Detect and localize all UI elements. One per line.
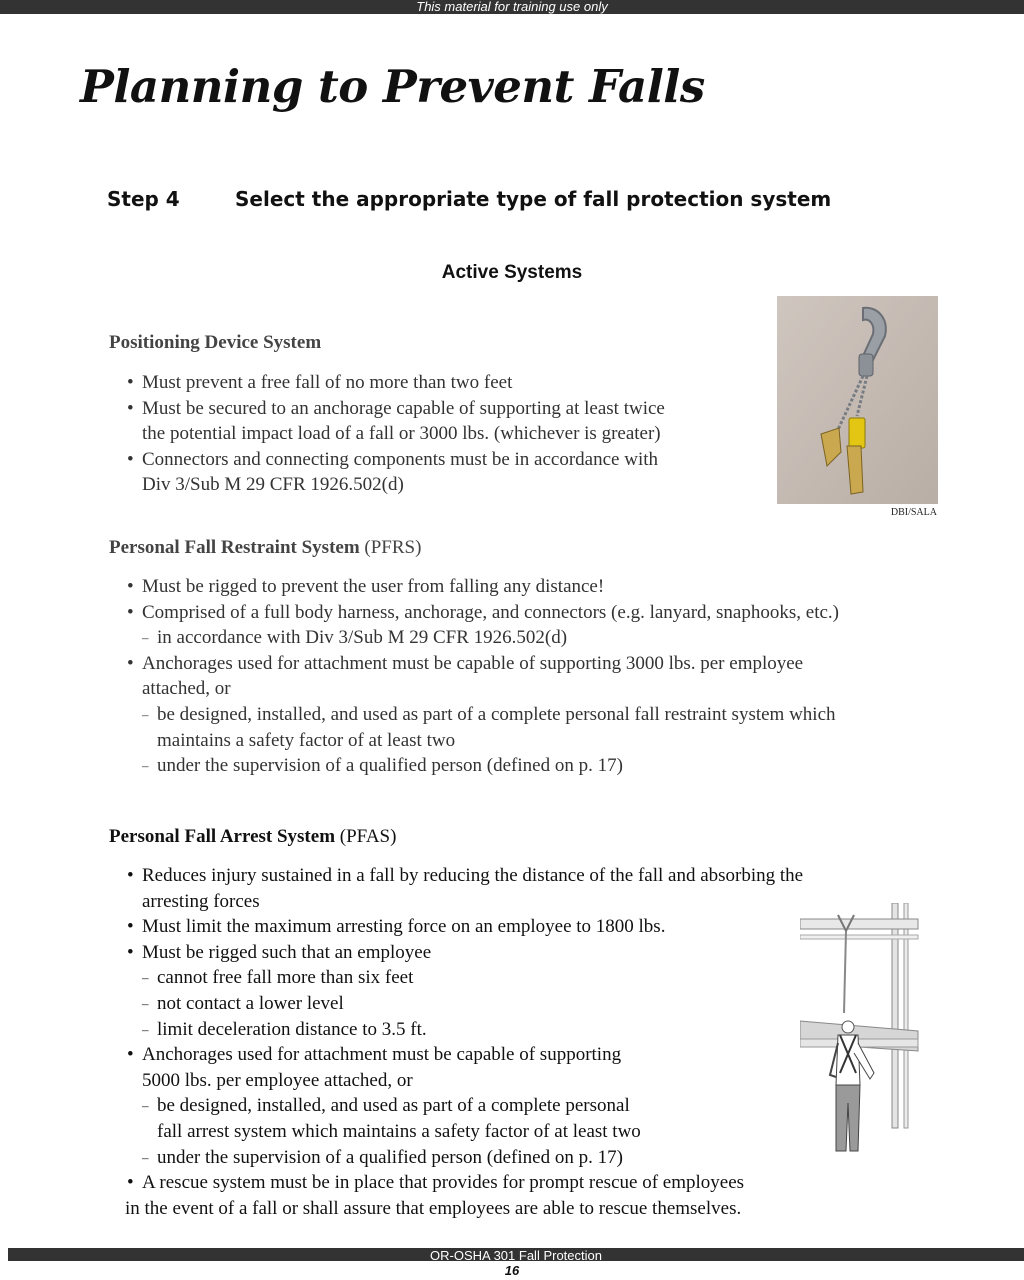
list-item: • Comprised of a full body harness, anchorage, and connectors (e.g. lanyard, snaphooks, etc.) — [125, 600, 839, 626]
list-item: • A rescue system must be in place that provides for prompt rescue of employees — [125, 1170, 803, 1196]
section-title: Active Systems — [441, 262, 583, 283]
list-item: • Reduces injury sustained in a fall by reducing the distance of the fall and absorbing the — [125, 863, 803, 889]
step-text: Select the appropriate type of fall protection system — [235, 187, 832, 211]
list-item: attached, or — [142, 678, 231, 700]
list-item: • Anchorages used for attachment must be capable of supporting 3000 lbs. per employee — [125, 651, 839, 677]
pfas-abbr: (PFAS) — [339, 826, 397, 847]
list-item: – be designed, installed, and used as part of a complete personal fall restraint system which — [125, 702, 839, 728]
list-item: • Must be rigged to prevent the user from falling any distance! — [125, 574, 839, 600]
top-banner: This material for training use only — [0, 0, 1024, 14]
list-item: – cannot free fall more than six feet — [125, 965, 803, 991]
pfrs-title: Personal Fall Restraint System — [109, 537, 360, 558]
pfrs-abbr: (PFRS) — [364, 537, 422, 558]
list-item: • Must be rigged such that an employee — [125, 940, 803, 966]
fall-arrest-worker-illustration — [800, 903, 920, 1160]
pfas-list — [125, 863, 803, 1221]
lanyard-photo — [777, 296, 938, 504]
page-number: 16 — [504, 1263, 520, 1278]
list-item: – in accordance with Div 3/Sub M 29 CFR 1926.502(d) — [125, 625, 839, 651]
pfrs-heading — [109, 537, 421, 559]
list-item: the potential impact load of a fall or 3000 lbs. (whichever is greater) — [142, 423, 661, 445]
list-item: arresting forces — [142, 890, 260, 912]
list-item: • Must prevent a free fall of no more than two feet — [125, 370, 665, 396]
list-item: maintains a safety factor of at least two — [157, 729, 456, 751]
list-item: 5000 lbs. per employee attached, or — [142, 1069, 413, 1091]
list-item: Div 3/Sub M 29 CFR 1926.502(d) — [142, 474, 404, 496]
list-item: – limit deceleration distance to 3.5 ft. — [125, 1017, 803, 1043]
list-item: – be designed, installed, and used as part of a complete personal — [125, 1093, 803, 1119]
list-item: – under the supervision of a qualified person (defined on p. 17) — [125, 1145, 803, 1171]
pfrs-list — [125, 574, 839, 779]
step-label: Step 4 — [107, 187, 180, 211]
list-item: • Must be secured to an anchorage capable of supporting at least twice — [125, 396, 665, 422]
positioning-heading: Positioning Device System — [109, 332, 322, 353]
list-item: • Must limit the maximum arresting force on an employee to 1800 lbs. — [125, 914, 803, 940]
list-item: – not contact a lower level — [125, 991, 803, 1017]
list-item: • Anchorages used for attachment must be capable of supporting — [125, 1042, 803, 1068]
bottom-banner: OR-OSHA 301 Fall Protection — [8, 1248, 1024, 1261]
page-title: Planning to Prevent Falls — [80, 60, 705, 113]
list-item: – under the supervision of a qualified person (defined on p. 17) — [125, 753, 839, 779]
list-item: • Connectors and connecting components must be in accordance with — [125, 447, 665, 473]
list-item: in the event of a fall or shall assure that employees are able to rescue themselves. — [125, 1197, 742, 1219]
pfas-title: Personal Fall Arrest System — [109, 826, 336, 847]
list-item: fall arrest system which maintains a safety factor of at least two — [157, 1120, 641, 1142]
pfas-heading — [109, 826, 396, 848]
step-heading — [107, 187, 832, 211]
photo-credit: DBI/SALA — [890, 507, 937, 518]
positioning-list — [125, 370, 665, 498]
